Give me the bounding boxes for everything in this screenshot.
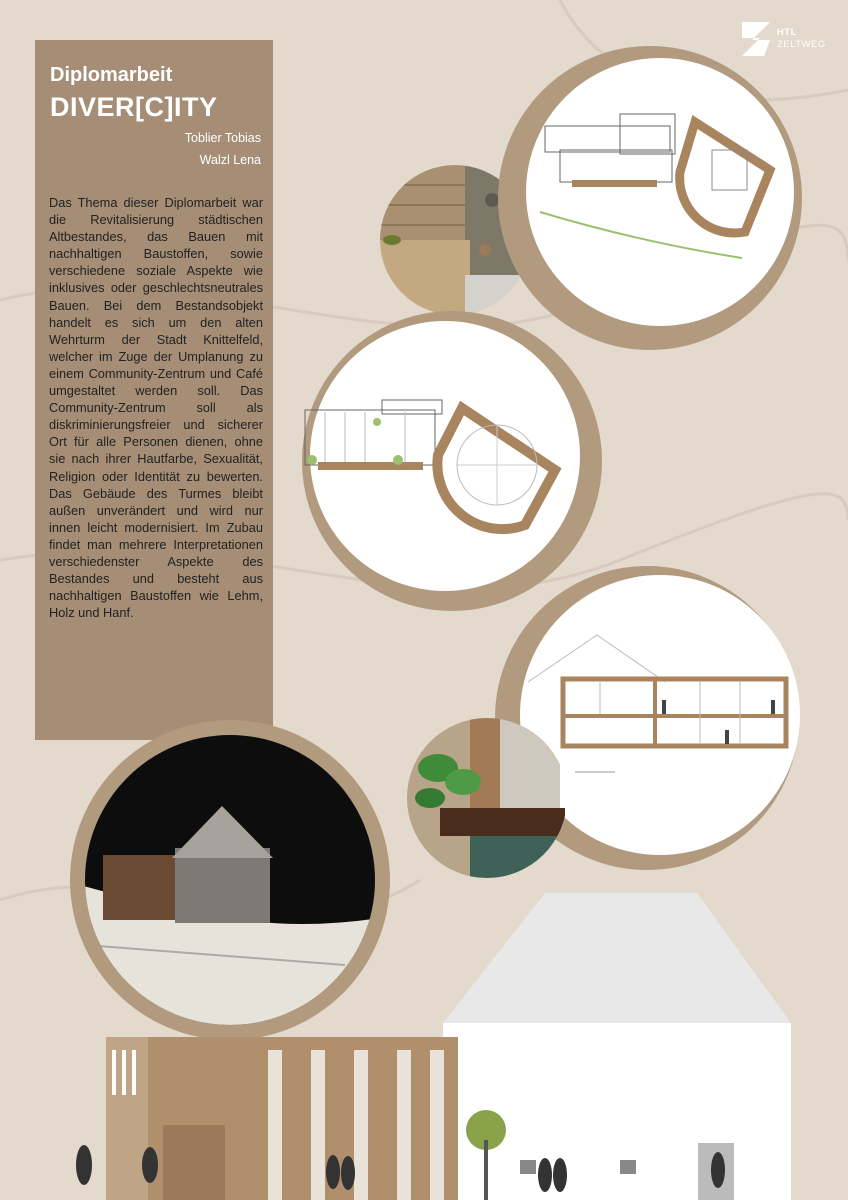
model-photo-circle <box>70 720 390 1040</box>
project-title: DIVER[C]ITY <box>50 92 218 122</box>
floor-plan-circle <box>498 46 802 350</box>
floor-plan-circle <box>302 311 602 611</box>
subtitle: Diplomarbeit <box>50 64 173 86</box>
description-text: Das Thema dieser Diplomarbeit war die Revitalisierung städtischen Altbestandes, das Bauen mit nachhaltigen Baustoffen, sowie verschiedene soziale Aspekte wie inklusives oder geschlechtsneutrales Bauen. Bei dem Bestandsobjekt handelt es sich um den alten Wehrturm der Stadt Knittelfeld, welcher im Zuge der Umplanung zu einem Community-Zentrum und Café umgestaltet werden soll. Das Community-Zentrum soll als diskriminierungsfreier und sicherer Ort für alle Personen dienen, ohne sie nach ihrer Hautfarbe, Sexualität, Religion oder Identität zu bewerten. Das Gebäude des Turmes bleibt außen unverändert und wird nur innen leicht modernisiert. Im Zubau findet man mehrere Interpretationen verschiedenster Aspekte des Bestandes und besteht aus nachhaltigen Baustoffen wie Lehm, Holz und Hanf. <box>49 195 263 621</box>
material-sample-circle <box>405 718 565 880</box>
logo-line-2: ZELTWEG <box>777 39 826 50</box>
logo-line-1: HTL <box>777 27 797 38</box>
author-name: Walzl Lena <box>199 153 261 167</box>
author-name: Toblier Tobias <box>184 131 261 145</box>
